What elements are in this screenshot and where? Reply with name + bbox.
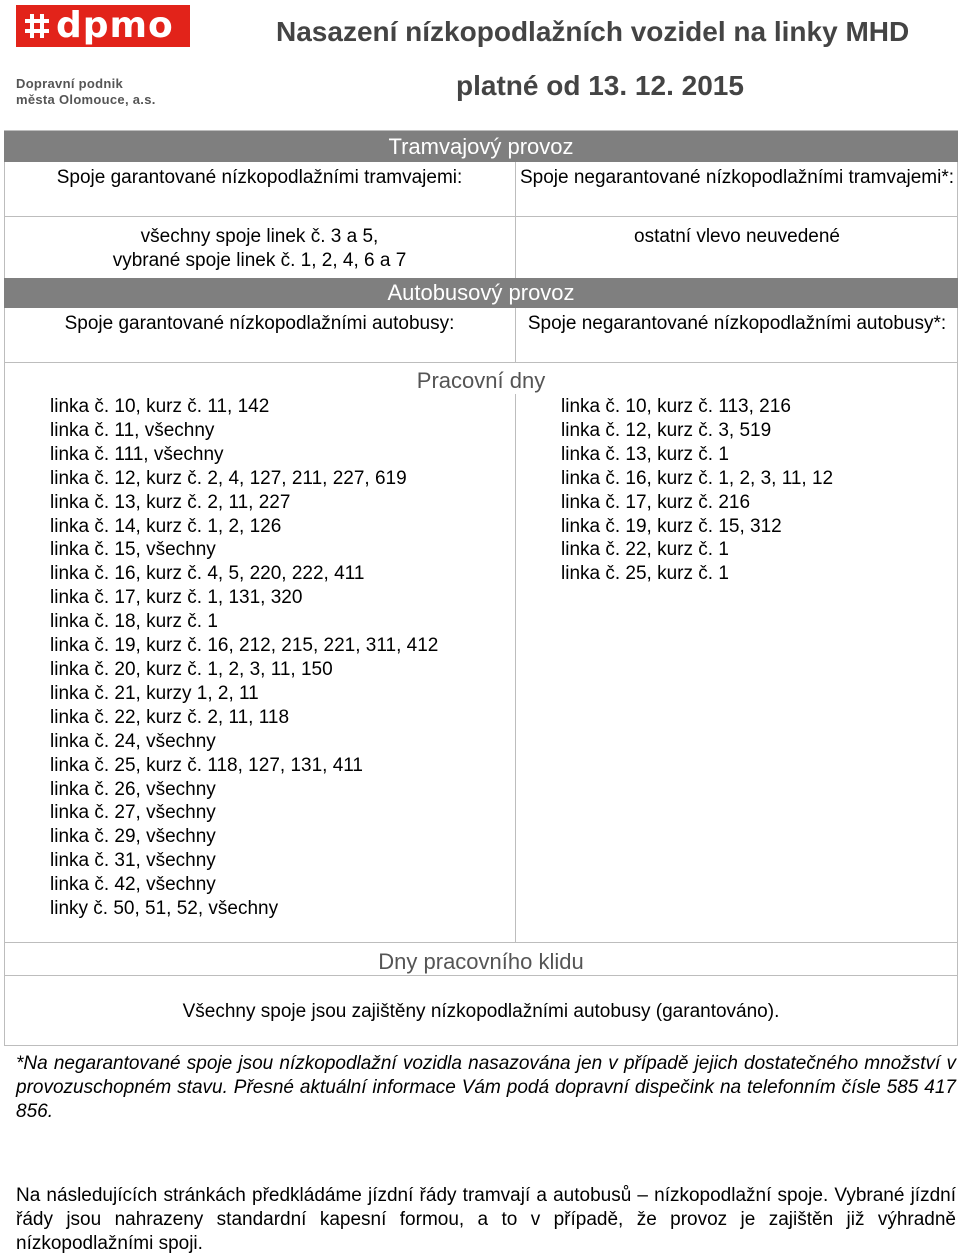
- list-item: linka č. 12, kurz č. 2, 4, 127, 211, 227, 619: [50, 467, 407, 489]
- list-item: linka č. 11, všechny: [50, 419, 215, 441]
- tram-guaranteed-line-1: všechny spoje linek č. 3 a 5,: [140, 226, 379, 247]
- list-item: linka č. 24, všechny: [50, 730, 216, 752]
- company-line-1: Dopravní podnik: [16, 76, 124, 91]
- list-item: linka č. 29, všechny: [50, 826, 216, 848]
- list-item: linka č. 25, kurz č. 1: [561, 563, 729, 585]
- tram-non-guaranteed-header: Spoje negarantované nízkopodlažními tramvajemi*:: [519, 167, 955, 188]
- list-item: linka č. 15, všechny: [50, 539, 216, 561]
- workdays-title: Pracovní dny: [416, 368, 546, 393]
- list-item: linka č. 31, všechny: [50, 850, 216, 872]
- tram-non-guaranteed-value: ostatní vlevo neuvedené: [634, 226, 840, 247]
- list-item: linka č. 13, kurz č. 1: [561, 443, 729, 465]
- list-item: linka č. 17, kurz č. 216: [561, 491, 751, 513]
- company-name: [16, 76, 156, 108]
- list-item: linka č. 21, kurzy 1, 2, 11: [50, 682, 259, 704]
- list-item: linka č. 19, kurz č. 15, 312: [561, 515, 782, 537]
- list-item: linka č. 13, kurz č. 2, 11, 227: [50, 491, 291, 513]
- tram-guaranteed-line-2: vybrané spoje linek č. 1, 2, 4, 6 a 7: [112, 250, 407, 271]
- list-item: linka č. 27, všechny: [50, 802, 216, 824]
- list-item: linka č. 14, kurz č. 1, 2, 126: [50, 515, 282, 537]
- list-item: linka č. 16, kurz č. 1, 2, 3, 11, 12: [561, 467, 834, 489]
- valid-from-date: platné od 13. 12. 2015: [456, 70, 744, 101]
- list-item: linka č. 42, všechny: [50, 874, 216, 896]
- logo-text: dpmo: [56, 5, 174, 46]
- tram-section-header: Tramvajový provoz: [4, 131, 958, 162]
- non-workdays-title: Dny pracovního klidu: [378, 949, 584, 974]
- list-item: linky č. 50, 51, 52, všechny: [50, 898, 279, 920]
- list-item: linka č. 16, kurz č. 4, 5, 220, 222, 411: [50, 563, 365, 585]
- bottom-note: Na následujících stránkách předkládáme jízdní řády tramvají a autobusů – nízkopodlažní spoje. Vybrané jízdní řády jsou nahrazeny standardní kapesní formou, a to v případě, že provoz je zajištěn již výhradně nízkopodlažními spoji.: [16, 1185, 956, 1254]
- footnote: *Na negarantované spoje jsou nízkopodlažní vozidla nasazována jen v případě jejich dostatečného množství v provozuschopném stavu. Přesné aktuální informace Vám podá dopravní dispečink na telefonním čísle 585 417 856.: [16, 1053, 956, 1122]
- list-item: linka č. 19, kurz č. 16, 212, 215, 221, 311, 412: [50, 635, 439, 657]
- list-item: linka č. 12, kurz č. 3, 519: [561, 419, 772, 441]
- list-item: linka č. 22, kurz č. 1: [561, 539, 729, 561]
- list-item: linka č. 26, všechny: [50, 778, 216, 800]
- dpmo-logo: [16, 5, 190, 47]
- list-item: linka č. 22, kurz č. 2, 11, 118: [50, 706, 290, 728]
- bus-guaranteed-list: [50, 395, 438, 921]
- bus-non-guaranteed-list: [561, 395, 833, 586]
- page-title: Nasazení nízkopodlažních vozidel na linky MHD: [276, 16, 910, 47]
- list-item: linka č. 10, kurz č. 11, 142: [50, 396, 270, 417]
- list-item: linka č. 10, kurz č. 113, 216: [561, 396, 791, 417]
- dpmo-logo-mark-icon: [22, 11, 52, 41]
- bus-non-guaranteed-header: Spoje negarantované nízkopodlažními autobusy*:: [527, 313, 947, 334]
- list-item: linka č. 111, všechny: [50, 443, 224, 465]
- bus-section-header: Autobusový provoz: [4, 278, 958, 308]
- list-item: linka č. 17, kurz č. 1, 131, 320: [50, 587, 303, 609]
- tram-guaranteed-header: Spoje garantované nízkopodlažními tramvajemi:: [56, 167, 463, 188]
- bus-guaranteed-header: Spoje garantované nízkopodlažními autobusy:: [64, 313, 455, 334]
- company-line-2: města Olomouce, a.s.: [16, 92, 156, 107]
- list-item: linka č. 18, kurz č. 1: [50, 611, 218, 633]
- list-item: linka č. 25, kurz č. 118, 127, 131, 411: [50, 754, 363, 776]
- list-item: linka č. 20, kurz č. 1, 2, 3, 11, 150: [50, 658, 333, 680]
- non-workdays-text: Všechny spoje jsou zajištěny nízkopodlažními autobusy (garantováno).: [182, 1001, 780, 1022]
